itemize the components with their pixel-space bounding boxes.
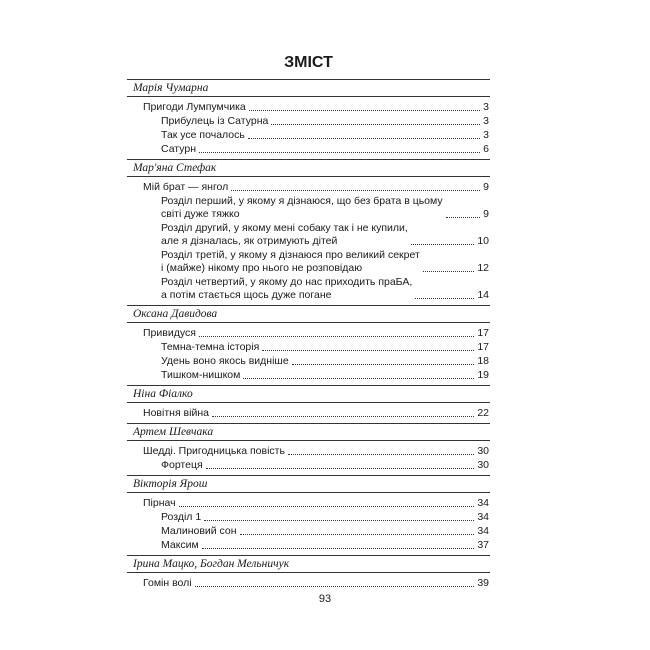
dot-leader [199, 152, 480, 153]
toc-entry-page: 34 [477, 525, 489, 537]
dot-leader [195, 586, 475, 587]
toc-entry-title: Розділ третій, у якому я дізнаюся про великий секрет і (майже) нікому про нього не розповідаю [161, 249, 420, 274]
toc-entry[interactable] [127, 276, 490, 302]
toc-entry-title: Привидуся [143, 327, 196, 339]
dot-leader [423, 271, 475, 272]
toc-entry-page: 9 [483, 181, 489, 193]
dot-leader [179, 506, 475, 507]
toc-entry-title: Темна-темна історія [161, 341, 260, 353]
dot-leader [231, 190, 480, 191]
toc-entry-page: 14 [477, 289, 489, 301]
author-heading: Артем Шевчака [127, 423, 490, 441]
page-number: 93 [318, 593, 332, 605]
toc-entry[interactable] [127, 511, 490, 524]
toc-entry-page: 34 [477, 511, 489, 523]
toc-entry-page: 22 [477, 407, 489, 419]
dot-leader [292, 364, 475, 365]
toc-entry-page: 9 [483, 208, 489, 220]
toc-entry[interactable] [127, 355, 490, 368]
toc-entry-title: Тишком-нишком [161, 369, 241, 381]
author-heading: Ірина Мацко, Богдан Мельничук [127, 555, 490, 573]
toc-entry-title: Прибулець із Сатурна [161, 115, 269, 127]
toc-entry-page: 3 [483, 101, 489, 113]
toc-entry[interactable] [127, 115, 490, 128]
toc-entry-page: 10 [477, 235, 489, 247]
toc-entry-page: 3 [483, 115, 489, 127]
dot-leader [271, 124, 480, 125]
toc-entry-title: Так усе почалось [161, 129, 245, 141]
toc-entry-title: Новітня війна [143, 407, 209, 419]
toc-entry[interactable] [127, 539, 490, 552]
dot-leader [248, 138, 480, 139]
toc-entry-title: Розділ другий, у якому мені собаку так і не купили, але я дізналась, як отримують дітей [161, 222, 408, 247]
dot-leader [411, 244, 474, 245]
dot-leader [262, 350, 474, 351]
toc-entry-title: Пригоди Лумпумчика [143, 101, 246, 113]
toc-entry-page: 12 [477, 262, 489, 274]
author-heading: Марія Чумарна [127, 79, 490, 97]
toc-heading: ЗМІСТ [284, 54, 333, 71]
toc-entry-page: 19 [477, 369, 489, 381]
toc-entry-page: 30 [477, 459, 489, 471]
toc-entry-title: Малиновий сон [161, 525, 237, 537]
dot-leader [243, 378, 474, 379]
toc-entry[interactable] [127, 249, 490, 275]
author-heading: Мар'яна Стефак [127, 159, 490, 177]
toc-entry-title: Гомін волі [143, 577, 192, 589]
toc-entry[interactable] [127, 129, 490, 142]
toc-entry-page: 39 [477, 577, 489, 589]
toc-entry-title: Розділ перший, у якому я дізнаюся, що без брата в цьому світі дуже тяжко [161, 195, 443, 220]
author-heading: Вікторія Ярош [127, 475, 490, 493]
toc-entry-title: Мій брат — янгол [143, 181, 229, 193]
toc-entry-page: 17 [477, 341, 489, 353]
toc-entry-title: Максим [161, 539, 199, 551]
toc-entry[interactable] [127, 101, 490, 114]
toc-entry[interactable] [127, 525, 490, 538]
toc-entry[interactable] [127, 459, 490, 472]
author-heading: Оксана Давидова [127, 305, 490, 323]
toc-entry[interactable] [127, 445, 490, 458]
toc-entry[interactable] [127, 369, 490, 382]
toc-entry[interactable] [127, 341, 490, 354]
toc-entry-title: Шедді. Пригодницька повість [143, 445, 285, 457]
toc-entry-title: Розділ 1 [161, 511, 202, 523]
toc-entry[interactable] [127, 143, 490, 156]
dot-leader [199, 336, 474, 337]
toc-entry-title: Фортеця [161, 459, 203, 471]
toc-entry-page: 17 [477, 327, 489, 339]
author-heading: Ніна Фіалко [127, 385, 490, 403]
dot-leader [202, 548, 475, 549]
toc-entry-page: 37 [477, 539, 489, 551]
dot-leader [288, 454, 474, 455]
toc-entry[interactable] [127, 407, 490, 420]
toc-entry-title: Сатурн [161, 143, 197, 155]
toc-entry[interactable] [127, 222, 490, 248]
toc-page [127, 50, 490, 591]
toc-entry-title: Удень воно якось видніше [161, 355, 289, 367]
dot-leader [206, 468, 475, 469]
toc-entry-page: 6 [483, 143, 489, 155]
toc-entry[interactable] [127, 577, 490, 590]
toc-entry[interactable] [127, 195, 490, 221]
dot-leader [446, 217, 481, 218]
dot-leader [249, 110, 480, 111]
toc-list [127, 79, 490, 590]
toc-entry[interactable] [127, 181, 490, 194]
toc-entry-title: Пірнач [143, 497, 176, 509]
dot-leader [212, 416, 474, 417]
toc-entry-page: 18 [477, 355, 489, 367]
toc-entry-page: 34 [477, 497, 489, 509]
toc-entry-page: 30 [477, 445, 489, 457]
toc-entry[interactable] [127, 327, 490, 340]
dot-leader [240, 534, 475, 535]
toc-entry-title: Розділ четвертий, у якому до нас приходить праБА, а потім стається щось дуже погане [161, 276, 413, 301]
dot-leader [204, 520, 474, 521]
dot-leader [415, 298, 474, 299]
toc-entry[interactable] [127, 497, 490, 510]
toc-entry-page: 3 [483, 129, 489, 141]
